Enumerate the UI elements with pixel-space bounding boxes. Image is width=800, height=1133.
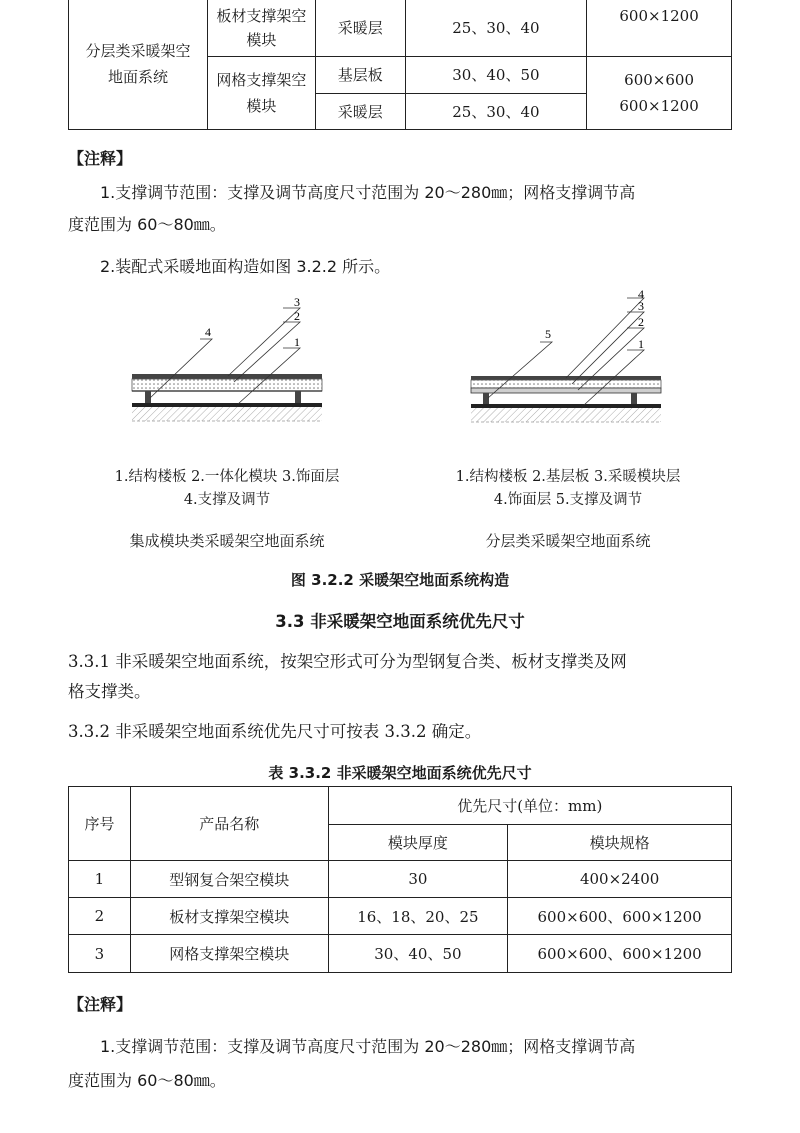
header-spec: 模块规格 <box>508 825 732 861</box>
header-thickness: 模块厚度 <box>328 825 508 861</box>
layer-cell: 采暖层 <box>315 0 405 57</box>
header-preferred-size: 优先尺寸(单位：mm) <box>328 787 731 825</box>
seq-cell: 3 <box>69 935 131 973</box>
module-cell <box>207 57 315 130</box>
header-seq: 序号 <box>69 787 131 861</box>
module-cell <box>207 0 315 57</box>
paragraph-line: 格支撑类。 <box>68 682 151 701</box>
thickness-cell: 25、30、40 <box>405 94 587 130</box>
module-text: 板材支撑架空模块 <box>216 6 307 49</box>
thickness-cell: 16、18、20、25 <box>328 898 508 935</box>
callout-3: 3 <box>294 295 300 309</box>
spec-text: 600×1200 <box>619 97 699 115</box>
preferred-size-table <box>68 786 732 973</box>
section-title: 3.3 非采暖架空地面系统优先尺寸 <box>275 612 525 631</box>
spec-cell: 600×600、600×1200 <box>508 935 732 973</box>
layered-heating-diagram <box>471 290 661 422</box>
structural-slab <box>471 404 661 408</box>
top-table <box>68 0 732 130</box>
name-cell: 网格支撑架空模块 <box>130 935 328 973</box>
base-board <box>471 388 661 393</box>
category-text: 分层类采暖架空地面系统 <box>85 42 191 86</box>
name-cell: 型钢复合架空模块 <box>130 861 328 898</box>
thickness-cell: 30、40、50 <box>328 935 508 973</box>
note-line: 2.装配式采暖地面构造如图 3.2.2 所示。 <box>100 257 391 276</box>
legend-line: 1.结构楼板 2.一体化模块 3.饰面层 <box>114 469 340 485</box>
layer-cell: 基层板 <box>315 57 405 94</box>
table-title: 表 3.3.2 非采暖架空地面系统优先尺寸 <box>268 764 532 782</box>
figure-title: 图 3.2.2 采暖架空地面系统构造 <box>290 571 510 589</box>
callout-2: 2 <box>294 309 300 323</box>
note-line: 度范围为 60～80㎜。 <box>68 1071 226 1090</box>
module-text: 网格支撑架空模块 <box>216 71 307 115</box>
seq-cell: 2 <box>69 898 131 935</box>
header-name: 产品名称 <box>130 787 328 861</box>
note-line: 1.支撑调节范围：支撑及调节高度尺寸范围为 20～280㎜；网格支撑调节高 <box>100 183 636 202</box>
callout-4: 4 <box>205 325 211 339</box>
support-leg <box>631 393 637 404</box>
notes-heading: 【注释】 <box>68 995 133 1014</box>
paragraph-line: 3.3.2 非采暖架空地面系统优先尺寸可按表 3.3.2 确定。 <box>68 722 482 741</box>
floor-construction-figure <box>0 290 800 450</box>
table-row <box>69 935 732 973</box>
name-cell: 板材支撑架空模块 <box>130 898 328 935</box>
table-row <box>69 861 732 898</box>
finish-layer <box>132 374 322 379</box>
legend-line: 4.支撑及调节 <box>183 492 271 508</box>
category-cell <box>69 0 208 130</box>
callout-4: 4 <box>638 290 644 301</box>
layer-cell: 采暖层 <box>315 94 405 130</box>
paragraph-line: 3.3.1 非采暖架空地面系统，按架空形式可分为型钢复合类、板材支撑类及网 <box>68 652 627 671</box>
note-line: 度范围为 60～80㎜。 <box>68 215 226 234</box>
note-line: 1.支撑调节范围：支撑及调节高度尺寸范围为 20～280㎜；网格支撑调节高 <box>100 1037 636 1056</box>
thickness-cell: 25、30、40 <box>405 0 587 57</box>
notes-heading: 【注释】 <box>68 149 133 168</box>
support-leg <box>145 391 151 403</box>
seq-cell: 1 <box>69 861 131 898</box>
spec-cell <box>587 57 732 130</box>
spec-text: 600×600 <box>624 71 694 89</box>
heating-module-layer <box>471 380 661 388</box>
thickness-cell: 30、40、50 <box>405 57 587 94</box>
legend-line: 4.饰面层 5.支撑及调节 <box>493 492 643 508</box>
spec-cell <box>587 0 732 57</box>
callout-1: 1 <box>638 337 644 351</box>
callout-5: 5 <box>545 327 551 341</box>
spec-cell: 400×2400 <box>508 861 732 898</box>
callout-2: 2 <box>638 315 644 329</box>
support-leg <box>483 393 489 404</box>
spec-text: 600×1200 <box>619 7 699 25</box>
left-legend <box>72 466 382 512</box>
structural-slab <box>132 403 322 407</box>
integrated-module-diagram <box>132 295 322 421</box>
thickness-cell: 30 <box>328 861 508 898</box>
spec-cell: 600×600、600×1200 <box>508 898 732 935</box>
right-caption: 分层类采暖架空地面系统 <box>485 532 651 550</box>
support-leg <box>295 391 301 403</box>
callout-3: 3 <box>638 299 644 313</box>
callout-1: 1 <box>294 335 300 349</box>
right-legend <box>418 466 718 512</box>
legend-line: 1.结构楼板 2.基层板 3.采暖模块层 <box>455 469 681 485</box>
table-row <box>69 898 732 935</box>
integrated-module <box>132 379 322 391</box>
left-caption: 集成模块类采暖架空地面系统 <box>129 532 325 550</box>
